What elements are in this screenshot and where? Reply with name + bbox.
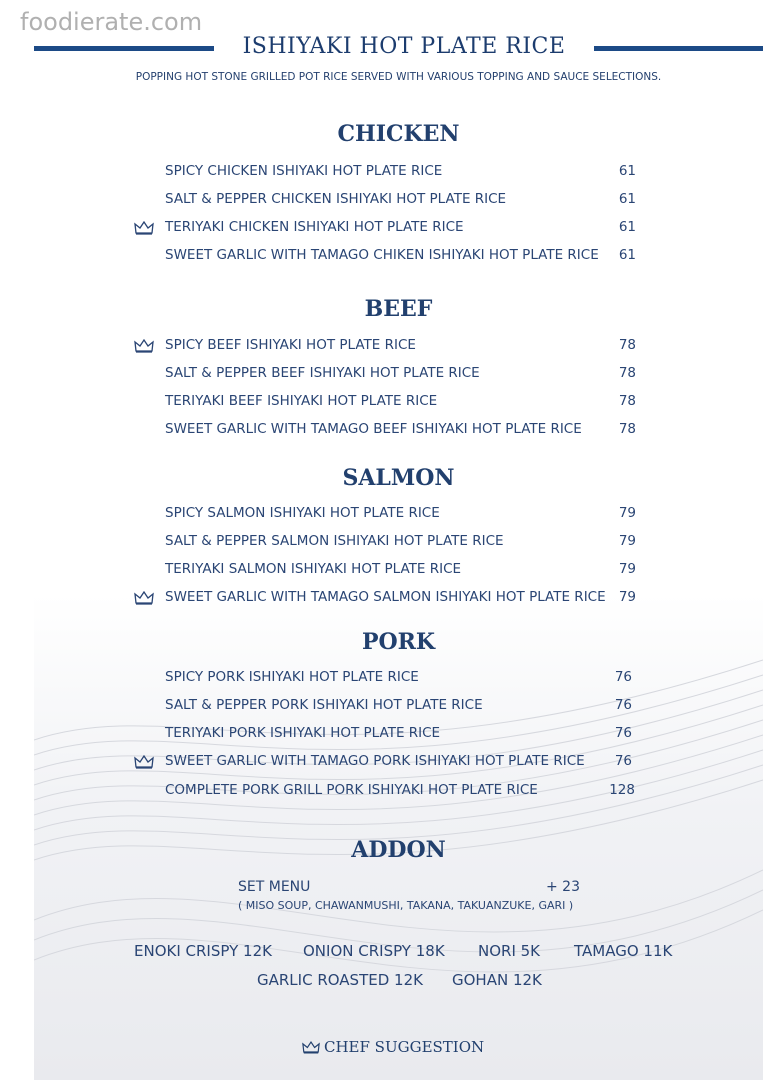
- item-name: SPICY CHICKEN ISHIYAKI HOT PLATE RICE: [165, 163, 443, 179]
- item-price: 128: [609, 782, 635, 798]
- item-name: SPICY SALMON ISHIYAKI HOT PLATE RICE: [165, 505, 440, 521]
- crown-icon: [134, 221, 154, 235]
- menu-item: [0, 191, 763, 211]
- menu-item: [0, 753, 763, 773]
- item-name: SALT & PEPPER CHICKEN ISHIYAKI HOT PLATE RICE: [165, 191, 507, 207]
- menu-item: [0, 337, 763, 357]
- item-price: 76: [614, 725, 632, 741]
- item-name: TERIYAKI PORK ISHIYAKI HOT PLATE RICE: [165, 725, 441, 741]
- menu-item: [0, 247, 763, 267]
- item-name: SPICY BEEF ISHIYAKI HOT PLATE RICE: [165, 337, 416, 353]
- section-title-pork: PORK: [361, 629, 436, 655]
- page-header: [34, 34, 763, 64]
- menu-item: [0, 669, 763, 689]
- menu-item: [0, 561, 763, 581]
- menu-item: [0, 589, 763, 609]
- watermark: foodierate.com: [20, 8, 203, 36]
- chef-suggestion-legend: [302, 1038, 484, 1056]
- crown-icon: [134, 755, 154, 769]
- item-price: 79: [618, 589, 636, 605]
- item-name: COMPLETE PORK GRILL PORK ISHIYAKI HOT PLATE RICE: [165, 782, 538, 798]
- item-name: SALT & PEPPER BEEF ISHIYAKI HOT PLATE RICE: [165, 365, 480, 381]
- title-bar-right: [594, 46, 763, 51]
- crown-icon: [134, 591, 154, 605]
- crown-icon: [134, 339, 154, 353]
- item-name: SWEET GARLIC WITH TAMAGO PORK ISHIYAKI HOT PLATE RICE: [165, 753, 585, 769]
- wave-background: [34, 540, 763, 1080]
- item-price: 79: [618, 561, 636, 577]
- page-title: ISHIYAKI HOT PLATE RICE: [242, 34, 566, 59]
- item-price: 79: [618, 505, 636, 521]
- addon-extra: ENOKI CRISPY 12K: [134, 942, 272, 960]
- item-price: 76: [614, 753, 632, 769]
- item-price: 61: [618, 163, 636, 179]
- item-price: 61: [618, 219, 636, 235]
- chef-suggestion-label: CHEF SUGGESTION: [324, 1038, 485, 1056]
- addon-extra: TAMAGO 11K: [574, 942, 673, 960]
- item-price: 76: [614, 669, 632, 685]
- menu-item: [0, 219, 763, 239]
- addon-extra: GARLIC ROASTED 12K: [257, 971, 423, 989]
- item-name: TERIYAKI SALMON ISHIYAKI HOT PLATE RICE: [165, 561, 462, 577]
- item-name: SWEET GARLIC WITH TAMAGO CHIKEN ISHIYAKI HOT PLATE RICE: [165, 247, 599, 263]
- menu-item: [0, 697, 763, 717]
- item-name: SPICY PORK ISHIYAKI HOT PLATE RICE: [165, 669, 419, 685]
- addon-extra: ONION CRISPY 18K: [303, 942, 445, 960]
- menu-item: [0, 421, 763, 441]
- item-price: 78: [618, 337, 636, 353]
- section-title-salmon: SALMON: [342, 465, 455, 491]
- addon-extra: NORI 5K: [478, 942, 541, 960]
- addon-extra: GOHAN 12K: [452, 971, 542, 989]
- menu-item: [0, 725, 763, 745]
- set-menu-description: ( MISO SOUP, CHAWANMUSHI, TAKANA, TAKUANZUKE, GARI ): [238, 899, 574, 912]
- menu-item: [0, 533, 763, 553]
- item-price: 78: [618, 365, 636, 381]
- section-title-beef: BEEF: [364, 296, 433, 322]
- section-title-addon: ADDON: [351, 837, 446, 863]
- menu-item: [0, 782, 763, 802]
- item-price: 78: [618, 421, 636, 437]
- item-name: TERIYAKI CHICKEN ISHIYAKI HOT PLATE RICE: [165, 219, 464, 235]
- menu-item: [0, 163, 763, 183]
- item-price: 61: [618, 247, 636, 263]
- set-menu-label: SET MENU: [238, 879, 311, 895]
- item-name: SALT & PEPPER SALMON ISHIYAKI HOT PLATE RICE: [165, 533, 504, 549]
- item-price: 76: [614, 697, 632, 713]
- item-price: 78: [618, 393, 636, 409]
- item-price: 79: [618, 533, 636, 549]
- set-menu-price: + 23: [546, 879, 580, 895]
- item-name: SWEET GARLIC WITH TAMAGO BEEF ISHIYAKI HOT PLATE RICE: [165, 421, 582, 437]
- title-bar-left: [34, 46, 214, 51]
- item-name: SWEET GARLIC WITH TAMAGO SALMON ISHIYAKI HOT PLATE RICE: [165, 589, 606, 605]
- crown-icon: [302, 1041, 320, 1054]
- item-price: 61: [618, 191, 636, 207]
- item-name: SALT & PEPPER PORK ISHIYAKI HOT PLATE RICE: [165, 697, 483, 713]
- menu-item: [0, 505, 763, 525]
- item-name: TERIYAKI BEEF ISHIYAKI HOT PLATE RICE: [165, 393, 438, 409]
- section-title-chicken: CHICKEN: [337, 121, 460, 147]
- page-subtitle: POPPING HOT STONE GRILLED POT RICE SERVED WITH VARIOUS TOPPING AND SAUCE SELECTIONS.: [135, 71, 662, 83]
- menu-item: [0, 393, 763, 413]
- menu-item: [0, 365, 763, 385]
